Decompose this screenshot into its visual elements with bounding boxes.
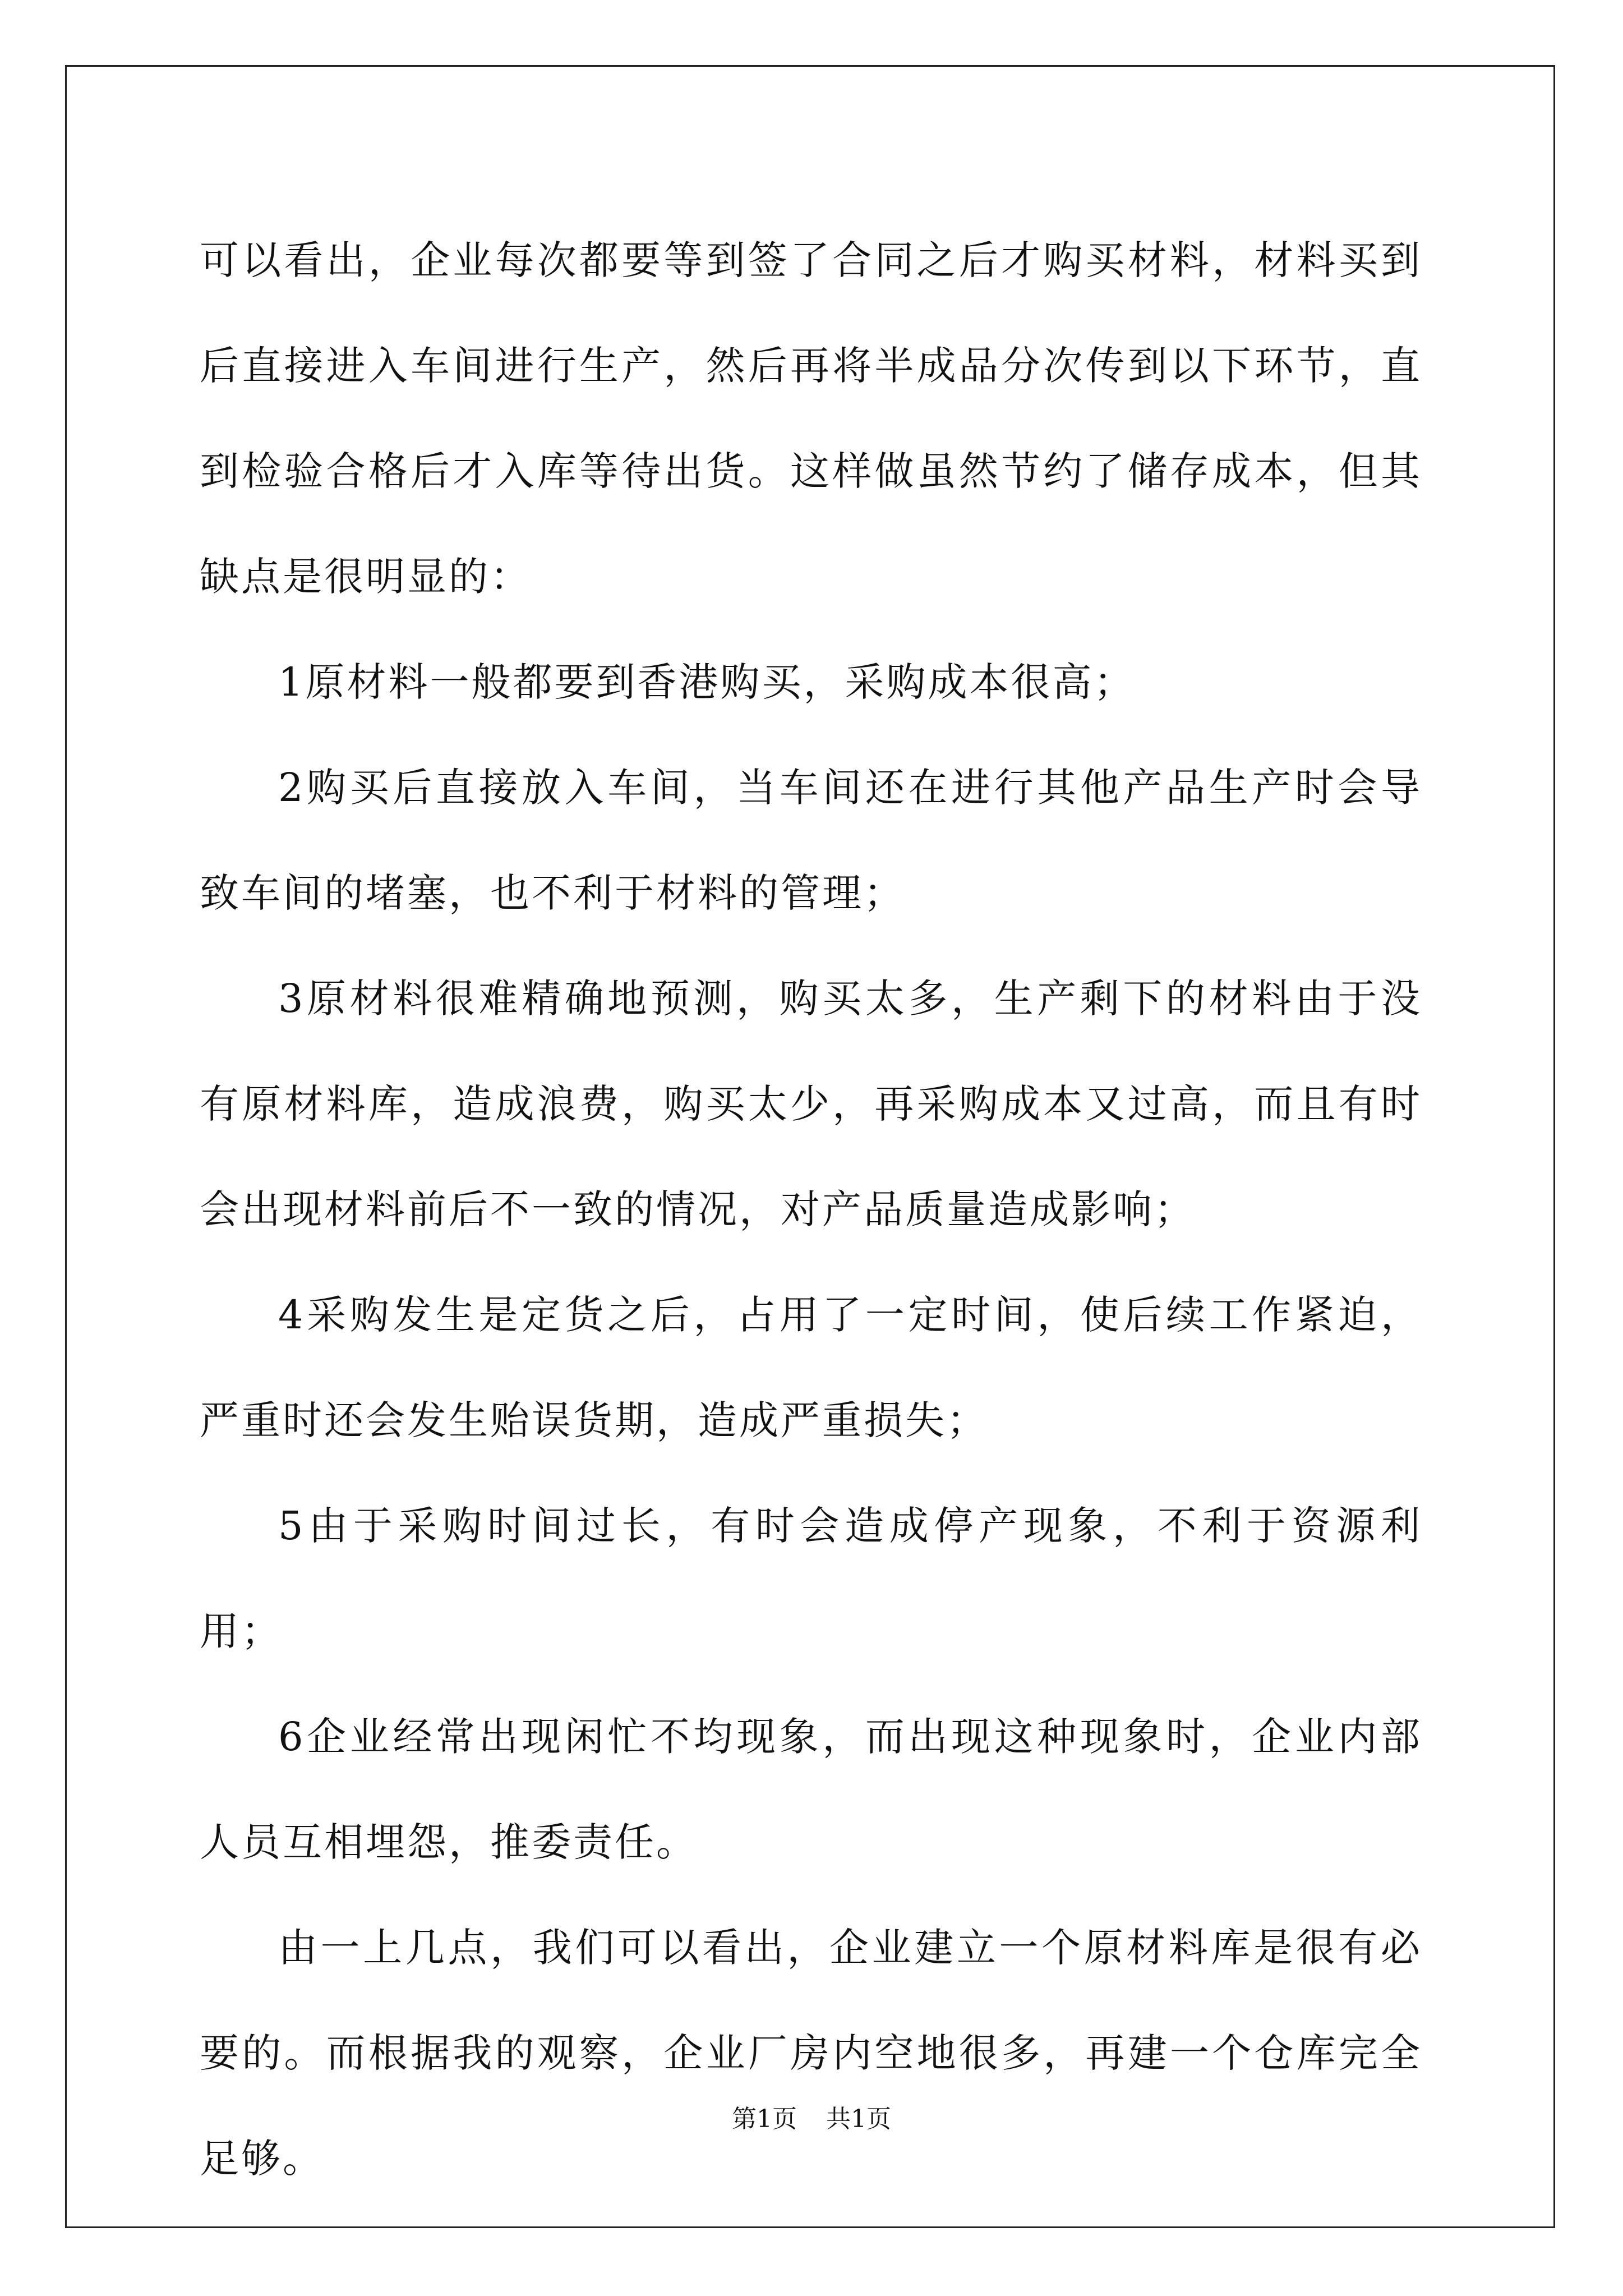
paragraph-point-6: 6企业经常出现闲忙不均现象，而出现这种现象时，企业内部人员互相埋怨，推委责任。	[200, 1714, 1422, 1865]
page-number-current: 第1页	[732, 2105, 797, 2133]
paragraph-point-4: 4采购发生是定货之后，占用了一定时间，使后续工作紧迫，严重时还会发生贻误货期，造成严重损失；	[200, 1292, 1422, 1443]
paragraph-point-3: 3原材料很难精确地预测，购买太多，生产剩下的材料由于没有原材料库，造成浪费，购买太少，再采购成本又过高，而且有时会出现材料前后不一致的情况，对产品质量造成影响；	[200, 976, 1422, 1232]
paragraph-intro: 可以看出，企业每次都要等到签了合同之后才购买材料，材料买到后直接进入车间进行生产，然后再将半成品分次传到以下环节，直到检验合格后才入库等待出货。这样做虽然节约了储存成本，但其缺点是很明显的：	[200, 237, 1422, 600]
paragraph-point-5: 5由于采购时间过长，有时会造成停产现象，不利于资源利用；	[200, 1503, 1422, 1654]
paragraph-conclusion: 由一上几点，我们可以看出，企业建立一个原材料库是很有必要的。而根据我的观察，企业厂房内空地很多，再建一个仓库完全足够。	[200, 1925, 1422, 2182]
page-footer	[0, 2102, 1623, 2136]
page-number-total: 共1页	[826, 2105, 891, 2133]
paragraph-point-2: 2购买后直接放入车间，当车间还在进行其他产品生产时会导致车间的堵塞，也不利于材料的管理；	[200, 765, 1422, 916]
document-body	[200, 208, 1422, 2211]
paragraph-point-1: 1原材料一般都要到香港购买，采购成本很高；	[278, 659, 1136, 705]
